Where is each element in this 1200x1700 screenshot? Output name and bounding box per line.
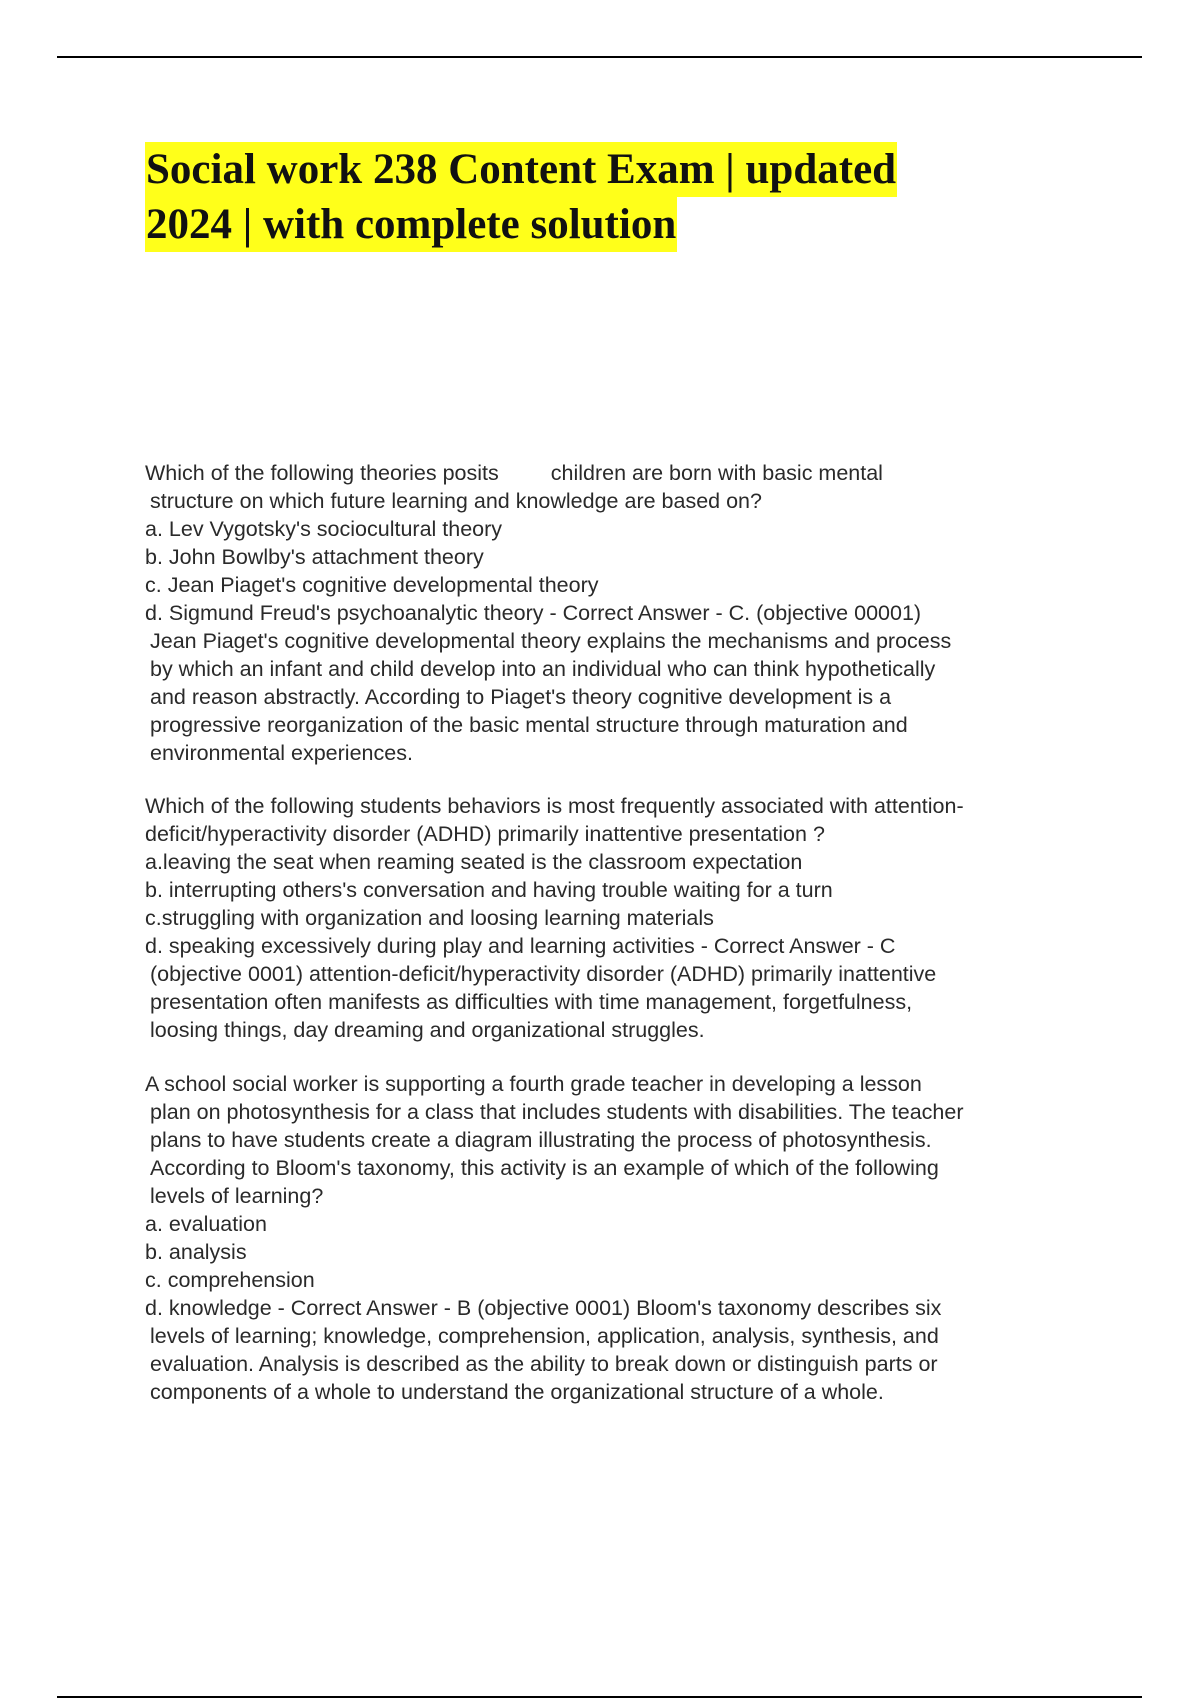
explanation-line: components of a whole to understand the organizational structure of a whole. [150, 1380, 884, 1404]
question-line: A school social worker is supporting a fourth grade teacher in developing a lesson [145, 1072, 922, 1096]
option-a: a. evaluation [145, 1212, 267, 1236]
option-c: c. comprehension [145, 1268, 315, 1292]
question-line: Which of the following students behaviors is most frequently associated with attention- [145, 794, 964, 818]
option-b: b. interrupting others's conversation and having trouble waiting for a turn [145, 878, 833, 902]
question-line: According to Bloom's taxonomy, this activity is an example of which of the following [150, 1156, 939, 1180]
explanation-line: loosing things, day dreaming and organizational struggles. [150, 1018, 705, 1042]
option-b: b. John Bowlby's attachment theory [145, 545, 484, 569]
question-line: plan on photosynthesis for a class that includes students with disabilities. The teacher [150, 1100, 964, 1124]
explanation-line: environmental experiences. [150, 741, 413, 765]
option-c: c.struggling with organization and loosing learning materials [145, 906, 714, 930]
option-d-answer: d. Sigmund Freud's psychoanalytic theory - Correct Answer - C. (objective 00001) [145, 601, 922, 625]
explanation-line: and reason abstractly. According to Piaget's theory cognitive development is a [150, 685, 892, 709]
question-line: plans to have students create a diagram illustrating the process of photosynthesis. [150, 1128, 932, 1152]
question-line: structure on which future learning and knowledge are based on? [150, 489, 762, 513]
question-3 [145, 1070, 1095, 1406]
document-title [145, 142, 1045, 252]
option-d-answer: d. knowledge - Correct Answer - B (objective 0001) Bloom's taxonomy describes six [145, 1296, 942, 1320]
explanation-line: by which an infant and child develop into an individual who can think hypothetically [150, 657, 936, 681]
question-2 [145, 792, 1095, 1044]
option-b: b. analysis [145, 1240, 247, 1264]
option-d-answer: d. speaking excessively during play and learning activities - Correct Answer - C [145, 934, 896, 958]
explanation-line: evaluation. Analysis is described as the ability to break down or distinguish parts or [150, 1352, 938, 1376]
question-line: Which of the following theories posits children are born with basic mental [145, 461, 883, 485]
option-c: c. Jean Piaget's cognitive developmental theory [145, 573, 599, 597]
option-a: a. Lev Vygotsky's sociocultural theory [145, 517, 503, 541]
explanation-line: progressive reorganization of the basic mental structure through maturation and [150, 713, 908, 737]
explanation-line: Jean Piaget's cognitive developmental theory explains the mechanisms and process [150, 629, 952, 653]
explanation-line: (objective 0001) attention-deficit/hyperactivity disorder (ADHD) primarily inattentive [150, 962, 937, 986]
question-line: deficit/hyperactivity disorder (ADHD) primarily inattentive presentation ? [145, 822, 825, 846]
top-rule [57, 56, 1142, 58]
bottom-rule [57, 1696, 1142, 1698]
title-line-2: 2024 | with complete solution [145, 197, 677, 252]
option-a: a.leaving the seat when reaming seated is the classroom expectation [145, 850, 803, 874]
title-line-1: Social work 238 Content Exam | updated [145, 142, 897, 197]
question-1 [145, 459, 1095, 767]
explanation-line: presentation often manifests as difficulties with time management, forgetfulness, [150, 990, 913, 1014]
explanation-line: levels of learning; knowledge, comprehension, application, analysis, synthesis, and [150, 1324, 939, 1348]
question-line: levels of learning? [150, 1184, 324, 1208]
